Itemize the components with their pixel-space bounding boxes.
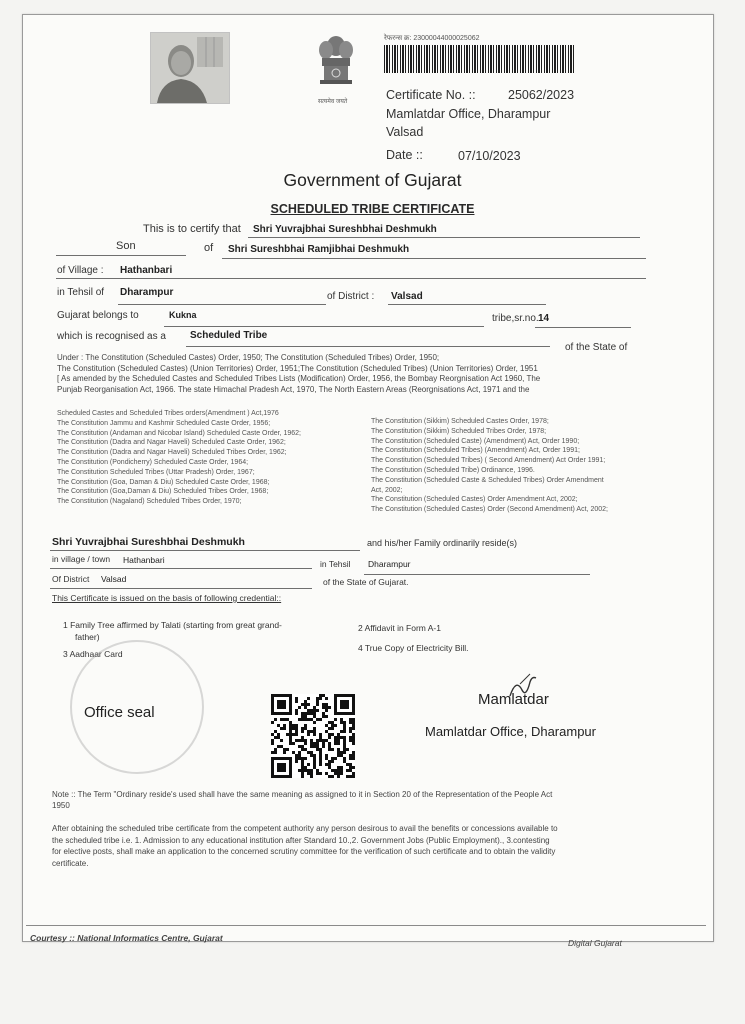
after-note: After obtaining the scheduled tribe certificate from the competent authority any person desirous to avail the benefits or concessions available to the scheduled tribe i.e. 1. Admission to any educational institution after Standard 10.,2. Government Jobs (Public Employment)., 3.contesting for elective posts, shall make an application to the concerned scrutiny committee for the verification of such certificate and to obtain the validity certificate. bbox=[52, 824, 558, 868]
government-heading: Government of Gujarat bbox=[283, 170, 462, 190]
issuing-place: Valsad bbox=[386, 125, 424, 139]
applicant-photo bbox=[150, 32, 230, 104]
barcode bbox=[384, 45, 574, 73]
date-label: Date :: bbox=[386, 148, 423, 162]
orders-right: The Constitution (Sikkim) Scheduled Castes Order, 1978; The Constitution (Sikkim) Scheduled Tribes Order, 1978; The Constitution (Scheduled Caste) (Amendment) Act, Order 1990; The Constitution (Scheduled Tribes) (Amendment) Act, Order 1991; The Constitution (Scheduled Tribes) ( Second Amendment) Act Order 1991; The Constitution (Scheduled Tribe) Ordinance, 1996. The Constitution (Scheduled Caste & Scheduled Tribes) Order Amendment Act, 2002; The Constitution (Scheduled Castes) Order Amendment Act, 2002; The Constitution (Scheduled Castes) Order (Second Amendment) Act, 2002; bbox=[371, 418, 608, 514]
issuing-office: Mamlatdar Office, Dharampur bbox=[386, 107, 551, 121]
credential-4: 4 True Copy of Electricity Bill. bbox=[358, 643, 469, 653]
parent-name: Shri Sureshbhai Ramjibhai Deshmukh bbox=[228, 244, 410, 255]
tribe-sr-no: 14 bbox=[538, 313, 550, 324]
reside-district: Valsad bbox=[101, 574, 127, 584]
recognised-label: which is recognised as a bbox=[57, 331, 166, 342]
village: Hathanbari bbox=[120, 265, 173, 276]
barcode-number: रेफरन्स क्र: 23000044000025062 bbox=[384, 35, 480, 42]
reside-village: Hathanbari bbox=[123, 555, 165, 565]
relation: Son bbox=[116, 240, 136, 252]
issue-date: 07/10/2023 bbox=[458, 149, 521, 163]
tehsil-label: in Tehsil of bbox=[57, 287, 105, 298]
state-gujarat: of the State of Gujarat. bbox=[323, 577, 409, 587]
village-label: of Village : bbox=[57, 265, 104, 276]
state-of-label: of the State of bbox=[565, 342, 628, 353]
certificate-no-label: Certificate No. :: bbox=[386, 88, 476, 102]
credential-3: 3 Aadhaar Card bbox=[63, 649, 123, 659]
note: Note :: The Term "Ordinary reside's used shall have the same meaning as assigned to it in Section 20 of the Representation of the People Act 1950 bbox=[52, 790, 553, 810]
certify-label: This is to certify that bbox=[143, 223, 241, 235]
credential-2: 2 Affidavit in Form A-1 bbox=[358, 623, 441, 633]
qr-code-icon bbox=[271, 694, 355, 778]
belongs-label: Gujarat belongs to bbox=[57, 310, 139, 321]
courtesy: Courtesy :: National Informatics Centre, Gujarat bbox=[30, 933, 223, 943]
signatory-office: Mamlatdar Office, Dharampur bbox=[425, 724, 596, 739]
national-emblem-icon bbox=[314, 32, 358, 104]
person-name: Shri Yuvrajbhai Sureshbhai Deshmukh bbox=[253, 224, 437, 235]
orders-left: Scheduled Castes and Scheduled Tribes orders(Amendment ) Act,1976 The Constitution Jammu and Kashmir Scheduled Caste Order, 1956; The Constitution (Andaman and Nicobar Island) Scheduled Caste Order, 1962; The Constitution (Dadra and Nagar Haveli) Scheduled Caste Order, 1962; The Constitution (Dadra and Nagar Haveli) Scheduled Tribes Order, 1962; The Constitution (Pondicherry) Scheduled Caste Order, 1964; The Constitution Scheduled Tribes (Uttar Pradesh) Order, 1967; The Constitution (Goa, Daman & Diu) Scheduled Caste Order, 1968; The Constitution (Goa,Daman & Diu) Scheduled Tribes Order, 1968; The Constitution (Nagaland) Scheduled Tribes Order, 1970; bbox=[57, 410, 301, 506]
credential-1: 1 Family Tree affirmed by Talati (starting from great grand- bbox=[63, 620, 282, 630]
tehsil: Dharampur bbox=[120, 287, 174, 298]
reside-tehsil-label: in Tehsil bbox=[320, 559, 351, 569]
emblem-motto: सत्यमेव जयते bbox=[318, 99, 348, 105]
tribe-name: Kukna bbox=[169, 310, 197, 320]
signatory-title: Mamlatdar bbox=[478, 691, 549, 708]
recognised-as: Scheduled Tribe bbox=[190, 330, 268, 341]
reside-label: and his/her Family ordinarily reside(s) bbox=[367, 538, 518, 548]
certificate-title: SCHEDULED TRIBE CERTIFICATE bbox=[270, 202, 475, 216]
digital-gujarat: Digital Gujarat bbox=[568, 938, 622, 948]
village-town-label: in village / town bbox=[52, 554, 111, 564]
district: Valsad bbox=[391, 291, 423, 302]
of-label: of bbox=[204, 242, 214, 254]
credential-heading: This Certificate is issued on the basis of following credential:: bbox=[52, 593, 282, 603]
certificate-no: 25062/2023 bbox=[508, 88, 575, 102]
credential-1-cont: father) bbox=[75, 632, 100, 642]
reside-tehsil: Dharampur bbox=[368, 559, 411, 569]
district-label: of District : bbox=[327, 291, 375, 302]
reside-district-label: Of District bbox=[52, 574, 90, 584]
under-text: Under : The Constitution (Scheduled Castes) Order, 1950; The Constitution (Scheduled Tribes) Order, 1950; The Constitution (Scheduled Castes) (Union Territories) Order, 1951;The Constitution (Scheduled Tribes) (Union Territories) Order, 1951 [ As amended by the Scheduled Castes and Scheduled Tribes Lists (Modification) Order, 1956, the Bombay Reorgnisation Act 1960, The Punjab Reorganisation Act, 1966. The state Himachal Pradesh Act, 1970, The North Eastern Areas (Reorgnisations Act, 1971 and the bbox=[57, 353, 541, 394]
office-seal: Office seal bbox=[84, 704, 155, 721]
reside-name: Shri Yuvrajbhai Sureshbhai Deshmukh bbox=[52, 536, 245, 548]
tribe-sr-label: tribe,sr.no. bbox=[492, 313, 539, 324]
